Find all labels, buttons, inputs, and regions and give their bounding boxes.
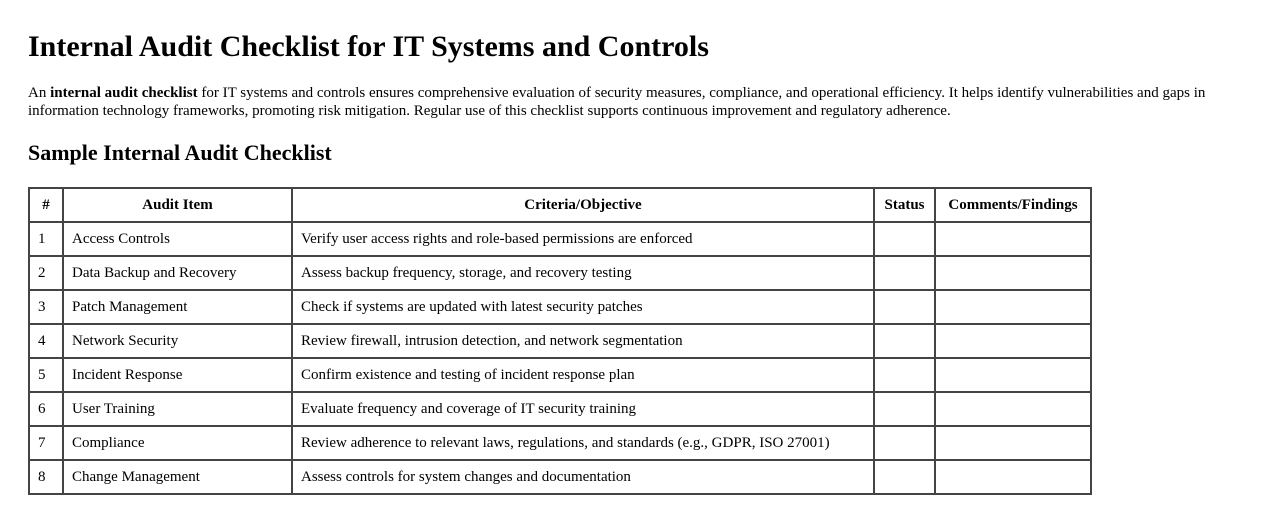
cell-comments	[935, 358, 1091, 392]
cell-status	[874, 324, 935, 358]
cell-status	[874, 358, 935, 392]
table-row	[29, 426, 1091, 460]
cell-number: 4	[29, 324, 63, 358]
table-row	[29, 460, 1091, 494]
cell-number: 7	[29, 426, 63, 460]
cell-number: 3	[29, 290, 63, 324]
intro-prefix: An	[28, 85, 51, 101]
cell-status	[874, 222, 935, 256]
cell-number: 1	[29, 222, 63, 256]
table-header-row	[29, 188, 1091, 222]
cell-audit-item: User Training	[63, 392, 292, 426]
cell-audit-item: Incident Response	[63, 358, 292, 392]
cell-status	[874, 256, 935, 290]
table-row	[29, 290, 1091, 324]
cell-criteria: Verify user access rights and role-based permissions are enforced	[292, 222, 874, 256]
cell-audit-item: Data Backup and Recovery	[63, 256, 292, 290]
cell-number: 8	[29, 460, 63, 494]
cell-comments	[935, 426, 1091, 460]
cell-criteria: Assess controls for system changes and documentation	[292, 460, 874, 494]
cell-status	[874, 290, 935, 324]
cell-criteria: Confirm existence and testing of incident response plan	[292, 358, 874, 392]
header-number: #	[29, 188, 63, 222]
table-row	[29, 358, 1091, 392]
table-row	[29, 392, 1091, 426]
cell-comments	[935, 256, 1091, 290]
cell-comments	[935, 290, 1091, 324]
cell-status	[874, 426, 935, 460]
cell-comments	[935, 324, 1091, 358]
cell-criteria: Assess backup frequency, storage, and recovery testing	[292, 256, 874, 290]
cell-number: 6	[29, 392, 63, 426]
intro-paragraph	[28, 84, 1250, 120]
cell-comments	[935, 392, 1091, 426]
cell-comments	[935, 222, 1091, 256]
cell-audit-item: Patch Management	[63, 290, 292, 324]
header-audit-item: Audit Item	[63, 188, 292, 222]
cell-number: 5	[29, 358, 63, 392]
cell-criteria: Review firewall, intrusion detection, and network segmentation	[292, 324, 874, 358]
table-row	[29, 222, 1091, 256]
intro-bold-term: internal audit checklist	[50, 85, 198, 101]
audit-checklist-table	[28, 187, 1092, 495]
cell-status	[874, 392, 935, 426]
cell-audit-item: Access Controls	[63, 222, 292, 256]
cell-audit-item: Compliance	[63, 426, 292, 460]
cell-criteria: Evaluate frequency and coverage of IT security training	[292, 392, 874, 426]
cell-audit-item: Change Management	[63, 460, 292, 494]
cell-criteria: Review adherence to relevant laws, regulations, and standards (e.g., GDPR, ISO 27001)	[292, 426, 874, 460]
section-title: Sample Internal Audit Checklist	[28, 140, 332, 165]
cell-criteria: Check if systems are updated with latest security patches	[292, 290, 874, 324]
intro-suffix: for IT systems and controls ensures comprehensive evaluation of security measures, compliance, and operational efficiency. It helps identify vulnerabilities and gaps in information technology frameworks, promoting risk mitigation. Regular use of this checklist supports continuous improvement and regulatory adherence.	[28, 85, 1206, 119]
table-row	[29, 324, 1091, 358]
cell-audit-item: Network Security	[63, 324, 292, 358]
header-comments: Comments/Findings	[935, 188, 1091, 222]
header-criteria: Criteria/Objective	[292, 188, 874, 222]
cell-number: 2	[29, 256, 63, 290]
cell-comments	[935, 460, 1091, 494]
header-status: Status	[874, 188, 935, 222]
table-row	[29, 256, 1091, 290]
cell-status	[874, 460, 935, 494]
page-title: Internal Audit Checklist for IT Systems and Controls	[28, 30, 709, 63]
